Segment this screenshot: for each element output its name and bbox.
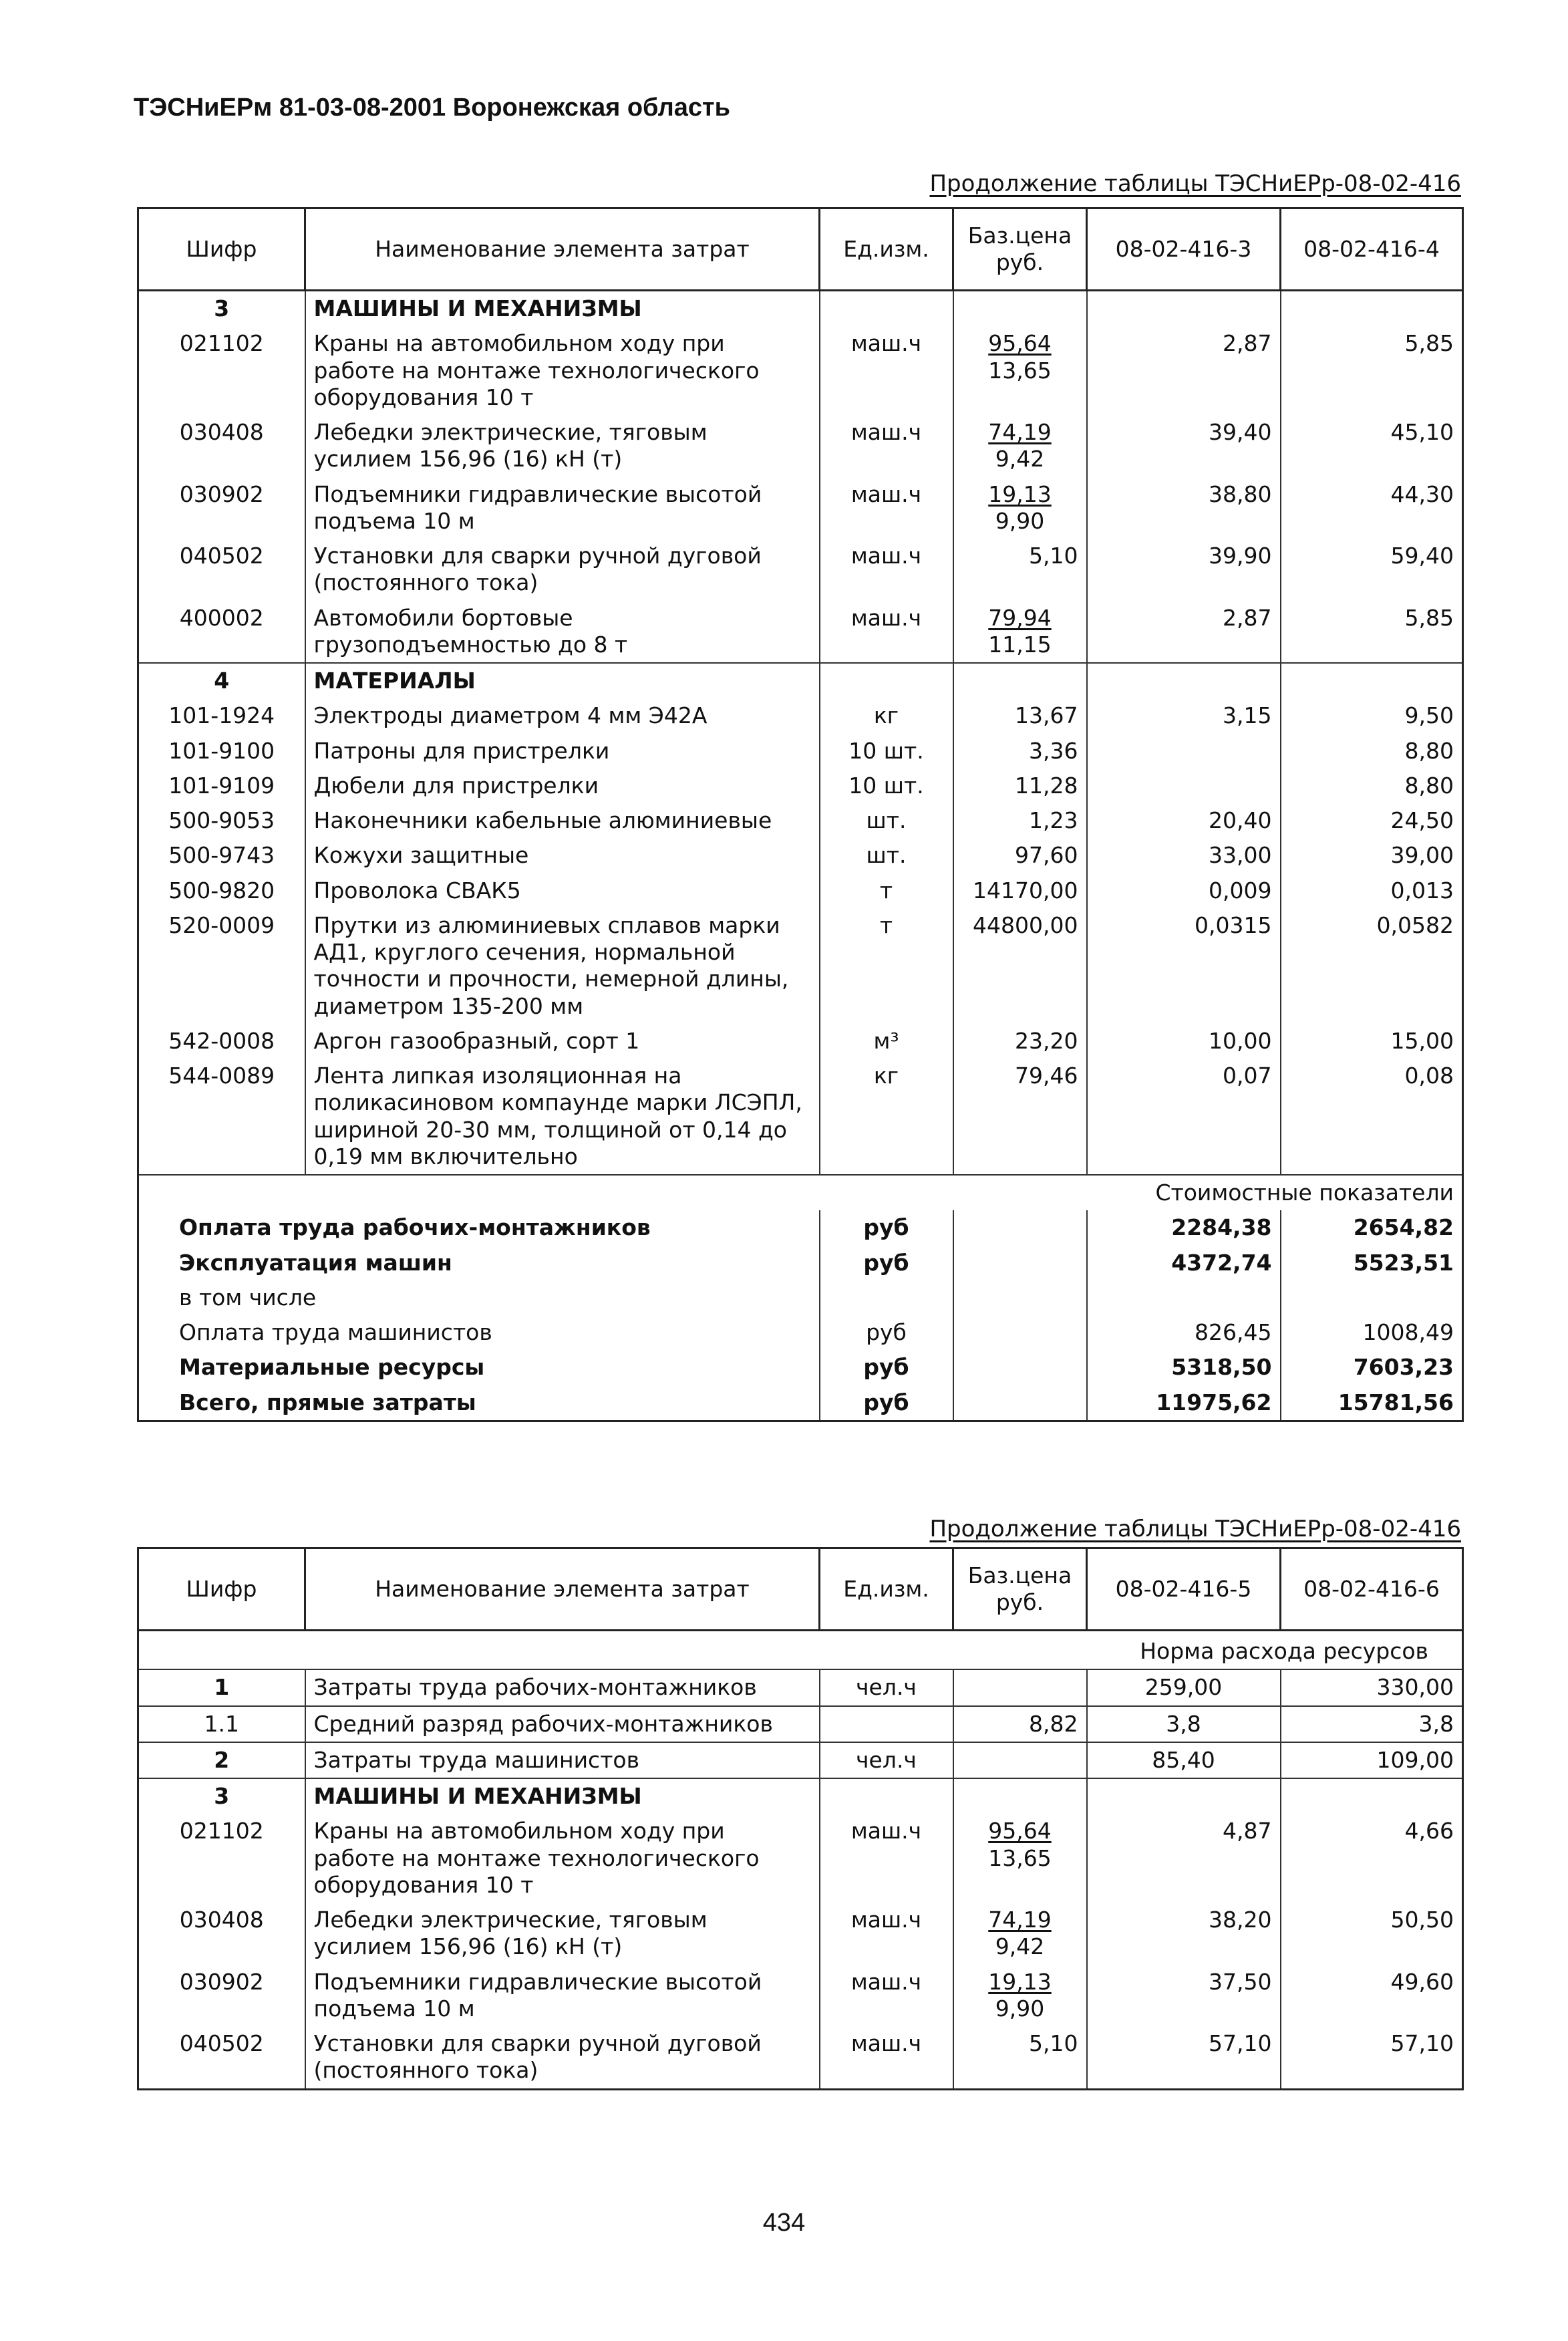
row-code: 544-0089	[138, 1059, 305, 1175]
row-name: Автомобили бортовые грузоподъемностью до 8 т	[305, 601, 820, 664]
norm-note: Норма расхода ресурсов	[138, 1631, 1463, 1670]
price-cell	[953, 326, 1087, 415]
table-row	[138, 601, 1463, 664]
section-title: МАШИНЫ И МЕХАНИЗМЫ	[305, 291, 820, 327]
row-code: 520-0009	[138, 908, 305, 1024]
row-unit: шт.	[820, 838, 953, 873]
price-cell: 79,46	[953, 1059, 1087, 1175]
summary-value-a	[1087, 1280, 1281, 1315]
section-header-row	[138, 663, 1463, 698]
row-unit: маш.ч	[820, 1965, 953, 2027]
summary-row	[138, 1210, 1463, 1245]
header-price: Баз.цена руб.	[953, 209, 1087, 291]
row-value-b: 8,80	[1281, 769, 1463, 803]
empty-cell	[1087, 1778, 1281, 1814]
price-cell	[953, 415, 1087, 477]
price-cell	[953, 1669, 1087, 1705]
row-unit	[820, 1706, 953, 1742]
price-cell	[953, 1814, 1087, 1903]
resource-table-2	[137, 1547, 1464, 2090]
summary-unit: руб	[820, 1246, 953, 1280]
row-name: Установки для сварки ручной дуговой (постоянного тока)	[305, 539, 820, 601]
row-code: 021102	[138, 326, 305, 415]
table-row	[138, 326, 1463, 415]
row-unit: кг	[820, 1059, 953, 1175]
row-value-b: 9,50	[1281, 698, 1463, 733]
row-value-b: 0,013	[1281, 873, 1463, 908]
row-name: Лента липкая изоляционная на поликасиновом компаунде марки ЛСЭПЛ, шириной 20-30 мм, толщиной от 0,14 до 0,19 мм включительно	[305, 1059, 820, 1175]
summary-row	[138, 1246, 1463, 1280]
table-row	[138, 2026, 1463, 2089]
header-price: Баз.цена руб.	[953, 1548, 1087, 1631]
table-row	[138, 1965, 1463, 2027]
table-row	[138, 838, 1463, 873]
row-value-b: 4,66	[1281, 1814, 1463, 1903]
header-name: Наименование элемента затрат	[305, 1548, 820, 1631]
price-cell: 8,82	[953, 1706, 1087, 1742]
header-unit: Ед.изм.	[820, 209, 953, 291]
section-title: МАТЕРИАЛЫ	[305, 663, 820, 698]
cost-note-row	[138, 1175, 1463, 1210]
table-header-row	[138, 1548, 1463, 1631]
row-unit: маш.ч	[820, 539, 953, 601]
summary-value-b	[1281, 1280, 1463, 1315]
table-row	[138, 908, 1463, 1024]
row-code: 400002	[138, 601, 305, 664]
section-title: МАШИНЫ И МЕХАНИЗМЫ	[305, 1778, 820, 1814]
summary-value-b: 15781,56	[1281, 1385, 1463, 1421]
summary-value-b: 5523,51	[1281, 1246, 1463, 1280]
summary-label: Оплата труда машинистов	[138, 1315, 820, 1350]
empty-cell	[953, 1246, 1087, 1280]
row-value-a: 57,10	[1087, 2026, 1281, 2089]
row-unit: маш.ч	[820, 415, 953, 477]
table-row	[138, 1814, 1463, 1903]
row-value-a: 38,80	[1087, 477, 1281, 539]
row-value-b: 57,10	[1281, 2026, 1463, 2089]
row-code: 021102	[138, 1814, 305, 1903]
row-value-b: 50,50	[1281, 1903, 1463, 1965]
row-value-a: 0,009	[1087, 873, 1281, 908]
row-value-a: 2,87	[1087, 601, 1281, 664]
labor-price: 13,65	[988, 357, 1052, 384]
labor-price: 9,42	[995, 1933, 1045, 1960]
row-value-a: 259,00	[1087, 1669, 1281, 1705]
row-value-a	[1087, 769, 1281, 803]
table-row	[138, 698, 1463, 733]
empty-cell	[1087, 291, 1281, 327]
empty-cell	[1281, 291, 1463, 327]
empty-cell	[820, 291, 953, 327]
header-col-a: 08-02-416-3	[1087, 209, 1281, 291]
price-cell	[953, 1742, 1087, 1778]
row-unit: маш.ч	[820, 2026, 953, 2089]
empty-cell	[1281, 1778, 1463, 1814]
empty-cell	[1281, 663, 1463, 698]
row-value-a: 33,00	[1087, 838, 1281, 873]
row-unit: 10 шт.	[820, 734, 953, 769]
row-value-b: 8,80	[1281, 734, 1463, 769]
row-name: Средний разряд рабочих-монтажников	[305, 1706, 820, 1742]
header-code: Шифр	[138, 1548, 305, 1631]
row-unit: маш.ч	[820, 1903, 953, 1965]
row-value-b: 24,50	[1281, 803, 1463, 838]
row-value-b: 45,10	[1281, 415, 1463, 477]
empty-cell	[1087, 663, 1281, 698]
row-code: 030408	[138, 415, 305, 477]
table-row	[138, 415, 1463, 477]
row-code: 030902	[138, 477, 305, 539]
row-name: Проволока СВАК5	[305, 873, 820, 908]
row-code: 500-9820	[138, 873, 305, 908]
empty-cell	[820, 663, 953, 698]
row-unit: маш.ч	[820, 326, 953, 415]
row-value-a: 10,00	[1087, 1024, 1281, 1059]
row-name: Патроны для пристрелки	[305, 734, 820, 769]
row-value-a: 39,40	[1087, 415, 1281, 477]
row-code: 2	[138, 1742, 305, 1778]
row-value-b: 39,00	[1281, 838, 1463, 873]
price-cell: 5,10	[953, 539, 1087, 601]
table-row	[138, 1059, 1463, 1175]
price-cell: 5,10	[953, 2026, 1087, 2089]
price-cell	[953, 601, 1087, 664]
section-header-row	[138, 291, 1463, 327]
section-code: 4	[138, 663, 305, 698]
cost-note: Стоимостные показатели	[138, 1175, 1463, 1210]
table-row	[138, 734, 1463, 769]
row-name: Подъемники гидравлические высотой подъема 10 м	[305, 1965, 820, 2027]
row-value-a: 85,40	[1087, 1742, 1281, 1778]
table-row	[138, 1024, 1463, 1059]
base-price: 95,64	[988, 1818, 1052, 1844]
empty-cell	[953, 1210, 1087, 1245]
row-unit: м³	[820, 1024, 953, 1059]
row-value-a: 0,0315	[1087, 908, 1281, 1024]
header-unit: Ед.изм.	[820, 1548, 953, 1631]
row-unit: чел.ч	[820, 1669, 953, 1705]
row-value-a: 4,87	[1087, 1814, 1281, 1903]
labor-price: 9,90	[995, 1995, 1045, 2022]
base-price: 79,94	[988, 604, 1052, 631]
empty-cell	[953, 1280, 1087, 1315]
row-value-a: 2,87	[1087, 326, 1281, 415]
header-name: Наименование элемента затрат	[305, 209, 820, 291]
price-cell: 44800,00	[953, 908, 1087, 1024]
summary-unit: руб	[820, 1385, 953, 1421]
row-name: Аргон газообразный, сорт 1	[305, 1024, 820, 1059]
row-code: 1	[138, 1669, 305, 1705]
price-cell: 14170,00	[953, 873, 1087, 908]
price-cell: 1,23	[953, 803, 1087, 838]
row-name: Затраты труда машинистов	[305, 1742, 820, 1778]
row-value-b: 0,08	[1281, 1059, 1463, 1175]
empty-cell	[820, 1778, 953, 1814]
row-code: 040502	[138, 2026, 305, 2089]
base-price: 19,13	[988, 480, 1052, 507]
row-value-b: 330,00	[1281, 1669, 1463, 1705]
row-name: Наконечники кабельные алюминиевые	[305, 803, 820, 838]
summary-row	[138, 1350, 1463, 1385]
table-header-row	[138, 209, 1463, 291]
row-unit: маш.ч	[820, 1814, 953, 1903]
summary-row	[138, 1385, 1463, 1421]
price-cell	[953, 1903, 1087, 1965]
row-value-b: 3,8	[1281, 1706, 1463, 1742]
summary-value-b: 1008,49	[1281, 1315, 1463, 1350]
row-code: 040502	[138, 539, 305, 601]
header-col-b: 08-02-416-4	[1281, 209, 1463, 291]
row-code: 101-9109	[138, 769, 305, 803]
summary-unit: руб	[820, 1210, 953, 1245]
labor-price: 9,42	[995, 446, 1045, 472]
labor-price: 9,90	[995, 507, 1045, 534]
row-value-a: 3,15	[1087, 698, 1281, 733]
base-price: 74,19	[988, 1907, 1052, 1933]
summary-label: Эксплуатация машин	[138, 1246, 820, 1280]
summary-label: Всего, прямые затраты	[138, 1385, 820, 1421]
row-code: 101-9100	[138, 734, 305, 769]
empty-cell	[953, 663, 1087, 698]
summary-value-b: 2654,82	[1281, 1210, 1463, 1245]
section-header-row	[138, 1778, 1463, 1814]
resource-table-1	[137, 207, 1464, 1422]
row-name: Краны на автомобильном ходу при работе на монтаже технологического оборудования 10 т	[305, 326, 820, 415]
price-cell	[953, 1965, 1087, 2027]
table-2-caption: Продолжение таблицы ТЭСНиЕРр-08-02-416	[929, 1516, 1461, 1542]
row-value-b: 59,40	[1281, 539, 1463, 601]
row-unit: т	[820, 908, 953, 1024]
norm-note-row	[138, 1631, 1463, 1670]
price-cell: 13,67	[953, 698, 1087, 733]
empty-cell	[953, 1315, 1087, 1350]
table-row	[138, 873, 1463, 908]
summary-value-a: 826,45	[1087, 1315, 1281, 1350]
labor-row	[138, 1669, 1463, 1705]
row-name: Установки для сварки ручной дуговой (постоянного тока)	[305, 2026, 820, 2089]
row-unit: шт.	[820, 803, 953, 838]
row-unit: 10 шт.	[820, 769, 953, 803]
row-code: 030408	[138, 1903, 305, 1965]
row-value-a	[1087, 734, 1281, 769]
row-value-b: 5,85	[1281, 601, 1463, 664]
header-col-a: 08-02-416-5	[1087, 1548, 1281, 1631]
row-name: Краны на автомобильном ходу при работе на монтаже технологического оборудования 10 т	[305, 1814, 820, 1903]
table-row	[138, 769, 1463, 803]
row-value-a: 0,07	[1087, 1059, 1281, 1175]
row-code: 500-9743	[138, 838, 305, 873]
summary-row	[138, 1315, 1463, 1350]
row-value-b: 44,30	[1281, 477, 1463, 539]
labor-row	[138, 1706, 1463, 1742]
table-row	[138, 803, 1463, 838]
row-unit: т	[820, 873, 953, 908]
empty-cell	[953, 1385, 1087, 1421]
labor-price: 11,15	[988, 631, 1052, 658]
row-value-a: 38,20	[1087, 1903, 1281, 1965]
base-price: 74,19	[988, 419, 1052, 445]
header-code: Шифр	[138, 209, 305, 291]
row-value-b: 109,00	[1281, 1742, 1463, 1778]
summary-value-b: 7603,23	[1281, 1350, 1463, 1385]
row-name: Дюбели для пристрелки	[305, 769, 820, 803]
row-unit: маш.ч	[820, 477, 953, 539]
empty-cell	[953, 291, 1087, 327]
row-code: 542-0008	[138, 1024, 305, 1059]
row-value-b: 49,60	[1281, 1965, 1463, 2027]
base-price: 95,64	[988, 330, 1052, 357]
summary-label: в том числе	[138, 1280, 820, 1315]
row-value-a: 3,8	[1087, 1706, 1281, 1742]
summary-value-a: 5318,50	[1087, 1350, 1281, 1385]
row-code: 500-9053	[138, 803, 305, 838]
empty-cell	[953, 1778, 1087, 1814]
labor-row	[138, 1742, 1463, 1778]
summary-unit: руб	[820, 1315, 953, 1350]
price-cell: 3,36	[953, 734, 1087, 769]
row-unit: чел.ч	[820, 1742, 953, 1778]
row-value-a: 39,90	[1087, 539, 1281, 601]
section-code: 3	[138, 291, 305, 327]
row-name: Подъемники гидравлические высотой подъема 10 м	[305, 477, 820, 539]
summary-value-a: 2284,38	[1087, 1210, 1281, 1245]
table-1-caption: Продолжение таблицы ТЭСНиЕРр-08-02-416	[929, 170, 1461, 197]
price-cell	[953, 477, 1087, 539]
summary-unit: руб	[820, 1350, 953, 1385]
row-value-b: 5,85	[1281, 326, 1463, 415]
row-name: Лебедки электрические, тяговым усилием 156,96 (16) кН (т)	[305, 1903, 820, 1965]
header-col-b: 08-02-416-6	[1281, 1548, 1463, 1631]
empty-cell	[953, 1350, 1087, 1385]
row-name: Затраты труда рабочих-монтажников	[305, 1669, 820, 1705]
summary-value-a: 11975,62	[1087, 1385, 1281, 1421]
summary-label: Материальные ресурсы	[138, 1350, 820, 1385]
row-unit: кг	[820, 698, 953, 733]
document-header: ТЭСНиЕРм 81-03-08-2001 Воронежская область	[134, 94, 730, 122]
row-value-a: 20,40	[1087, 803, 1281, 838]
page-number: 434	[762, 2209, 806, 2237]
price-cell: 11,28	[953, 769, 1087, 803]
summary-value-a: 4372,74	[1087, 1246, 1281, 1280]
table-row	[138, 1903, 1463, 1965]
row-code: 030902	[138, 1965, 305, 2027]
row-value-a: 37,50	[1087, 1965, 1281, 2027]
price-cell: 23,20	[953, 1024, 1087, 1059]
summary-label: Оплата труда рабочих-монтажников	[138, 1210, 820, 1245]
row-name: Электроды диаметром 4 мм Э42А	[305, 698, 820, 733]
row-value-b: 0,0582	[1281, 908, 1463, 1024]
row-name: Лебедки электрические, тяговым усилием 156,96 (16) кН (т)	[305, 415, 820, 477]
table-row	[138, 539, 1463, 601]
row-code: 101-1924	[138, 698, 305, 733]
row-name: Кожухи защитные	[305, 838, 820, 873]
base-price: 19,13	[988, 1968, 1052, 1995]
summary-unit	[820, 1280, 953, 1315]
row-unit: маш.ч	[820, 601, 953, 664]
row-value-b: 15,00	[1281, 1024, 1463, 1059]
table-row	[138, 477, 1463, 539]
price-cell: 97,60	[953, 838, 1087, 873]
row-code: 1.1	[138, 1706, 305, 1742]
section-code: 3	[138, 1778, 305, 1814]
summary-row	[138, 1280, 1463, 1315]
labor-price: 13,65	[988, 1844, 1052, 1871]
row-name: Прутки из алюминиевых сплавов марки АД1, круглого сечения, нормальной точности и прочности, немерной длины, диаметром 135-200 мм	[305, 908, 820, 1024]
